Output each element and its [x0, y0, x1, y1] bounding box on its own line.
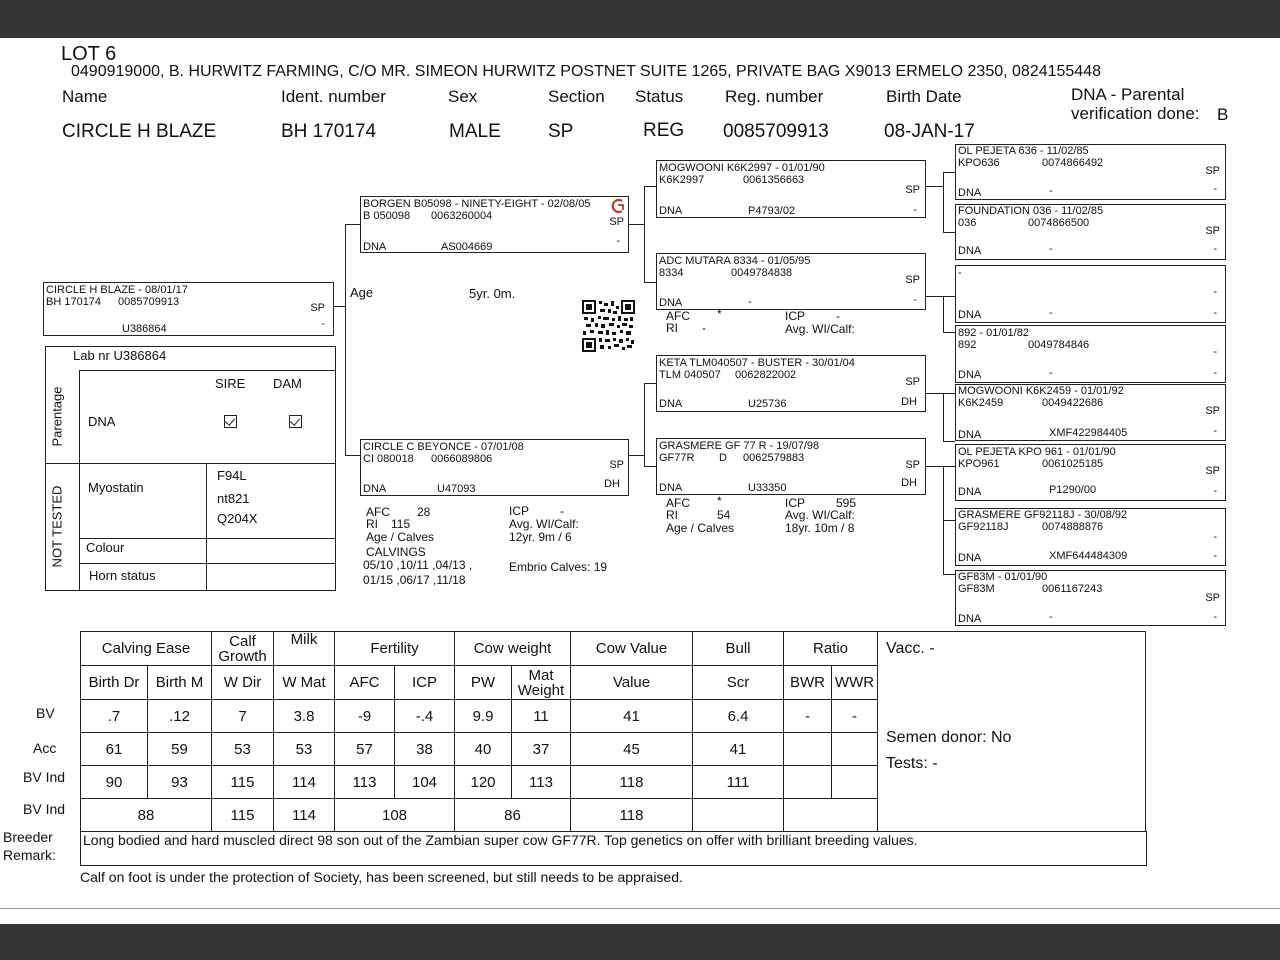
- acc-cell: 40: [455, 733, 512, 766]
- gp-reg: 0062822002: [735, 369, 797, 381]
- horn-status-label: Horn status: [89, 568, 156, 583]
- dam-sub: DH: [604, 478, 620, 490]
- ggp-title: MOGWOONI K6K2459 - 01/01/92: [958, 385, 1124, 397]
- ggp-dna-code: -: [1049, 611, 1053, 623]
- sire-box: [360, 196, 629, 253]
- gp-id: 8334: [659, 267, 684, 279]
- subheader-cell: AFC: [335, 666, 395, 700]
- society-logo-icon: [610, 198, 626, 214]
- dna-row-label: DNA: [88, 414, 116, 429]
- subheader-cell: PW: [455, 666, 512, 700]
- row-label-bv-ind: BV Ind: [23, 769, 66, 785]
- ggp-dna-code: -: [1049, 243, 1053, 255]
- value-dna: B: [1217, 105, 1229, 124]
- bv-table: [80, 631, 1146, 832]
- ggp-id: GF92118J: [958, 521, 1009, 533]
- gp-dna-label: DNA: [659, 297, 683, 309]
- lot-number: LOT 6: [61, 43, 117, 65]
- bv-cell: -.4: [395, 700, 455, 733]
- animal-section: SP: [310, 302, 325, 314]
- group-cow-weight: Cow weight: [455, 632, 571, 666]
- bv-ind-combined-cell: 88: [81, 799, 212, 832]
- connector: [943, 441, 955, 442]
- animal-reg: 0085709913: [118, 296, 180, 308]
- ggp-id: 892: [958, 339, 977, 351]
- connector: [345, 455, 360, 456]
- dam-col-label: DAM: [273, 376, 302, 391]
- dam-calvings-label: CALVINGS: [366, 545, 426, 559]
- gp-dna-label: DNA: [659, 482, 683, 494]
- connector: [334, 306, 345, 307]
- connector: [943, 232, 955, 233]
- sire-reg: 0063260004: [431, 210, 493, 222]
- ggp-reg: 0061167243: [1042, 583, 1103, 595]
- sire-dash: -: [616, 235, 620, 247]
- ggp-id: GF83M: [958, 583, 995, 595]
- gp-id: TLM 040507: [659, 369, 721, 381]
- ggp-dash: -: [1213, 425, 1217, 437]
- connector: [926, 186, 943, 187]
- top-bar: [0, 0, 1280, 38]
- group-calf-growth: Calf Growth: [212, 632, 274, 666]
- lab-divider: [206, 463, 207, 590]
- animal-box: [43, 282, 334, 336]
- great-grandparent-box: [955, 265, 1226, 323]
- bv-cell: -9: [335, 700, 395, 733]
- gp-gf77r-afc-label: AFC: [666, 496, 690, 510]
- connector: [644, 282, 656, 283]
- ggp-title: FOUNDATION 036 - 11/02/85: [958, 205, 1104, 217]
- dam-icp-label: ICP: [509, 504, 530, 518]
- acc-cell: 37: [512, 733, 571, 766]
- bv-ind-combined-cell: 118: [571, 799, 693, 832]
- connector: [926, 466, 955, 467]
- lab-divider: [46, 463, 335, 464]
- dam-section: SP: [609, 459, 624, 471]
- ggp-section: SP: [1205, 405, 1220, 417]
- row-label-acc: Acc: [33, 740, 57, 756]
- connector: [943, 393, 944, 441]
- label-sex: Sex: [448, 87, 478, 106]
- subheader-cell: BWR: [784, 666, 832, 700]
- gp-gf77r-afc: *: [717, 494, 722, 508]
- lab-divider: [79, 370, 80, 590]
- acc-cell: 38: [395, 733, 455, 766]
- gp-dna-label: DNA: [659, 398, 683, 410]
- connector: [943, 574, 955, 575]
- dam-embrio: Embrio Calves: 19: [509, 560, 608, 574]
- dam-wi-label: Avg. WI/Calf:: [509, 517, 579, 531]
- bv-cell: 9.9: [455, 700, 512, 733]
- grandparent-box: [656, 355, 926, 412]
- label-ident: Ident. number: [281, 87, 386, 106]
- connector: [629, 455, 644, 456]
- sire-dna-code: AS004669: [441, 241, 493, 253]
- dam-ri-label: RI: [366, 517, 378, 531]
- ind-cell: 114: [274, 766, 335, 799]
- ggp-title: GRASMERE GF92118J - 30/08/92: [958, 509, 1128, 521]
- acc-cell: 45: [571, 733, 693, 766]
- remark-label-1: Breeder: [3, 829, 53, 845]
- ggp-dash: -: [1213, 243, 1217, 255]
- subheader-cell: Birth Dr: [81, 666, 148, 700]
- value-reg: 0085709913: [723, 121, 829, 142]
- ggp-dash: -: [1213, 611, 1217, 623]
- great-grandparent-box: [955, 204, 1226, 260]
- ggp-dna-label: DNA: [958, 552, 982, 564]
- acc-cell: [832, 733, 878, 766]
- subheader-cell: ICP: [395, 666, 455, 700]
- label-birth: Birth Date: [886, 87, 962, 106]
- gp-gf77r-ri-label: RI: [666, 508, 678, 522]
- gp-section: SP: [905, 274, 920, 286]
- ggp-id: KPO961: [958, 458, 1000, 470]
- bv-ind-combined-cell: 114: [274, 799, 335, 832]
- bv-cell: .7: [81, 700, 148, 733]
- group-bull: Bull: [693, 632, 784, 666]
- ggp-section: SP: [1205, 225, 1220, 237]
- gp-reg: 0061356663: [743, 174, 805, 186]
- gp-dna-code: U25736: [748, 398, 787, 410]
- gp-mid: D: [719, 452, 727, 464]
- ind-cell: [832, 766, 878, 799]
- gp-mutara-afc: *: [717, 307, 722, 321]
- acc-cell: 59: [148, 733, 212, 766]
- connector: [926, 296, 955, 297]
- subheader-cell: WWR: [832, 666, 878, 700]
- subheader-cell: Scr: [693, 666, 784, 700]
- remark-label-2: Remark:: [3, 847, 56, 863]
- ggp-dash: -: [1213, 550, 1217, 562]
- gp-gf77r-agecalves-label: Age / Calves: [666, 521, 735, 535]
- gp-mutara-wi-label: Avg. WI/Calf:: [785, 322, 855, 336]
- parentage-label: Parentage: [49, 386, 65, 447]
- lab-divider: [79, 538, 335, 539]
- value-birth: 08-JAN-17: [884, 121, 975, 142]
- connector: [943, 520, 955, 521]
- ggp-dash: -: [1213, 367, 1217, 379]
- dam-dna-label: DNA: [363, 483, 387, 495]
- sire-section: SP: [609, 216, 624, 228]
- ggp-title: OL PEJETA 636 - 11/02/85: [958, 145, 1089, 157]
- gp-section: SP: [905, 376, 920, 388]
- value-name: CIRCLE H BLAZE: [62, 121, 217, 142]
- not-tested-label: NOT TESTED: [49, 485, 65, 568]
- ggp-id: KPO636: [958, 157, 1000, 169]
- lab-divider: [79, 563, 335, 564]
- great-grandparent-box: [955, 508, 1226, 566]
- ind-cell: 111: [693, 766, 784, 799]
- ind-cell: 90: [81, 766, 148, 799]
- value-sex: MALE: [449, 121, 501, 142]
- sire-dna-label: DNA: [363, 241, 387, 253]
- lab-panel: [45, 346, 336, 591]
- dam-dna-code: U47093: [437, 483, 476, 495]
- bv-ind-combined-cell: [693, 799, 784, 832]
- ggp-section: SP: [1205, 165, 1220, 177]
- sire-id: B 050098: [363, 210, 411, 222]
- gp-mutara-icp: -: [836, 309, 840, 323]
- gp-gf77r-icp-label: ICP: [785, 496, 806, 510]
- semen-donor: Semen donor: No: [886, 729, 1012, 746]
- ggp-dna-code: -: [1049, 185, 1053, 197]
- colour-label: Colour: [86, 540, 125, 555]
- gp-title: KETA TLM040507 - BUSTER - 30/01/04: [659, 357, 855, 369]
- value-section: SP: [548, 121, 574, 142]
- bv-cell: 6.4: [693, 700, 784, 733]
- ggp-dna-code: -: [1049, 307, 1053, 319]
- dam-dna-checked-icon: [289, 415, 302, 428]
- connector: [943, 172, 944, 232]
- age-value: 5yr. 0m.: [469, 286, 516, 301]
- owner-line: 0490919000, B. HURWITZ FARMING, C/O MR. SIMEON HURWITZ POSTNET SUITE 1265, PRIVATE BAG X9013 ERMELO 2350, 0824155448: [71, 63, 1101, 80]
- grandparent-box: [656, 160, 926, 218]
- myostatin-label: Myostatin: [88, 480, 144, 495]
- subheader-cell: Birth M: [148, 666, 212, 700]
- dam-calvings-2: 01/15 ,06/17 ,11/18: [363, 573, 466, 587]
- subheader-cell: Mat Weight: [512, 666, 571, 700]
- gp-dna-code: -: [748, 296, 752, 308]
- ind-cell: 118: [571, 766, 693, 799]
- connector: [943, 296, 944, 332]
- label-section: Section: [548, 87, 605, 106]
- gp-title: ADC MUTARA 8334 - 01/05/95: [659, 255, 811, 267]
- gp-gf77r-wi-label: Avg. WI/Calf:: [785, 508, 855, 522]
- gp-dash: -: [913, 294, 917, 306]
- age-label: Age: [350, 285, 374, 300]
- ind-cell: 104: [395, 766, 455, 799]
- bottom-divider: [0, 908, 1280, 909]
- subheader-cell: W Dir: [212, 666, 274, 700]
- ind-cell: 113: [512, 766, 571, 799]
- gp-gf77r-icp: 595: [836, 496, 857, 510]
- animal-code: U386864: [122, 323, 167, 335]
- sire-title: BORGEN B05098 - NINETY-EIGHT - 02/08/05: [363, 198, 591, 210]
- row-label-bv: BV: [36, 705, 55, 721]
- gp-section: SP: [905, 459, 920, 471]
- ggp-reg: 0074866492: [1042, 157, 1104, 169]
- ggp-dna-label: DNA: [958, 369, 982, 381]
- ind-cell: 120: [455, 766, 512, 799]
- acc-cell: 53: [212, 733, 274, 766]
- great-grandparent-box: [955, 444, 1226, 501]
- ind-cell: [784, 766, 832, 799]
- bv-cell: 7: [212, 700, 274, 733]
- bv-cell: -: [832, 700, 878, 733]
- vacc-text: Vacc. -: [886, 640, 935, 657]
- dam-afc-label: AFC: [366, 505, 390, 519]
- animal-dash: -: [321, 318, 325, 330]
- gp-gf77r-agecalves: 18yr. 10m / 8: [785, 521, 855, 535]
- myostatin-q204x: Q204X: [217, 511, 258, 526]
- bv-cell: 41: [571, 700, 693, 733]
- ggp-reg: 0061025185: [1042, 458, 1104, 470]
- bv-cell: -: [784, 700, 832, 733]
- ggp-id: K6K2459: [958, 397, 1004, 409]
- value-status: REG: [643, 120, 685, 141]
- dam-ri: 115: [391, 517, 411, 531]
- myostatin-f94l: F94L: [217, 468, 247, 483]
- ggp-section: SP: [1205, 465, 1220, 477]
- gp-dash: -: [913, 204, 917, 216]
- gp-title: MOGWOONI K6K2997 - 01/01/90: [659, 162, 825, 174]
- grandparent-box: [656, 253, 926, 310]
- bv-cell: 3.8: [274, 700, 335, 733]
- connector: [644, 186, 645, 282]
- ggp-title: -: [958, 267, 962, 279]
- bottom-bar: [0, 924, 1280, 960]
- tests: Tests: -: [886, 755, 938, 772]
- subheader-cell: W Mat: [274, 666, 335, 700]
- label-reg: Reg. number: [725, 87, 824, 106]
- sire-col-label: SIRE: [215, 376, 246, 391]
- subheader-cell: Value: [571, 666, 693, 700]
- gp-section: SP: [905, 184, 920, 196]
- bv-ind-combined-cell: [784, 799, 878, 832]
- ggp-section: -: [1213, 286, 1217, 298]
- great-grandparent-box: [955, 325, 1226, 383]
- ggp-dna-code: -: [1049, 367, 1053, 379]
- gp-mutara-ri: -: [702, 321, 706, 335]
- ind-cell: 93: [148, 766, 212, 799]
- qr-code-icon: [582, 300, 635, 352]
- gp-mutara-ri-label: RI: [666, 321, 678, 335]
- gp-dash: DH: [901, 396, 917, 408]
- dam-reg: 0066089806: [431, 453, 493, 465]
- gp-id: K6K2997: [659, 174, 705, 186]
- bv-cell: 11: [512, 700, 571, 733]
- acc-cell: [784, 733, 832, 766]
- ggp-dna-label: DNA: [958, 429, 982, 441]
- dam-agecalves-label: Age / Calves: [366, 530, 435, 544]
- ggp-reg: 0074888876: [1042, 521, 1104, 533]
- group-cow-value: Cow Value: [571, 632, 693, 666]
- ggp-dna-label: DNA: [958, 187, 982, 199]
- ggp-reg: 0049784846: [1028, 339, 1090, 351]
- ggp-section: -: [1213, 346, 1217, 358]
- ggp-dna-label: DNA: [958, 245, 982, 257]
- ind-cell: 115: [212, 766, 274, 799]
- dam-box: [360, 439, 629, 496]
- gp-dna-label: DNA: [659, 205, 683, 217]
- group-calving-ease: Calving Ease: [81, 632, 212, 666]
- animal-title: CIRCLE H BLAZE - 08/01/17: [46, 284, 188, 296]
- acc-cell: 41: [693, 733, 784, 766]
- group-ratio: Ratio: [784, 632, 878, 666]
- bv-ind-combined-cell: 115: [212, 799, 274, 832]
- bv-ind-combined-cell: 86: [455, 799, 571, 832]
- label-name: Name: [62, 87, 108, 106]
- ggp-title: 892 - 01/01/82: [958, 327, 1029, 339]
- connector: [943, 332, 955, 333]
- ggp-title: OL PEJETA KPO 961 - 01/01/90: [958, 446, 1116, 458]
- gp-title: GRASMERE GF 77 R - 19/07/98: [659, 440, 820, 452]
- gp-dna-code: U33350: [748, 482, 787, 494]
- remark-text: Long bodied and hard muscled direct 98 son out of the Zambian super cow GF77R. Top genetics on offer with brilliant breeding values.: [83, 832, 918, 848]
- ggp-dna-code: XMF644484309: [1049, 550, 1128, 562]
- dam-title: CIRCLE C BEYONCE - 07/01/08: [363, 441, 524, 453]
- great-grandparent-box: [955, 144, 1226, 200]
- lab-number: Lab nr U386864: [73, 348, 167, 363]
- connector: [629, 224, 644, 225]
- label-dna-2: verification done:: [1071, 104, 1200, 123]
- ggp-reg: 0074866500: [1028, 217, 1090, 229]
- connector: [345, 224, 360, 225]
- dam-calvings-1: 05/10 ,10/11 ,04/13 ,: [363, 558, 473, 572]
- gp-mutara-afc-label: AFC: [666, 309, 690, 323]
- acc-cell: 53: [274, 733, 335, 766]
- label-dna-1: DNA - Parental: [1071, 85, 1185, 104]
- connector: [644, 186, 656, 187]
- ggp-dna-label: DNA: [958, 486, 982, 498]
- gp-reg: 0049784838: [731, 267, 793, 279]
- grandparent-box: [656, 438, 926, 495]
- ggp-dna-label: DNA: [958, 309, 982, 321]
- remark-box: [80, 831, 1147, 866]
- connector: [345, 224, 346, 455]
- acc-cell: 61: [81, 733, 148, 766]
- myostatin-nt821: nt821: [217, 491, 250, 506]
- gp-dash: DH: [901, 477, 917, 489]
- acc-cell: 57: [335, 733, 395, 766]
- ggp-dna-label: DNA: [958, 613, 982, 625]
- great-grandparent-box: [955, 384, 1226, 441]
- gp-mutara-icp-label: ICP: [785, 309, 806, 323]
- label-status: Status: [635, 87, 684, 106]
- vacc-panel: [878, 632, 1146, 832]
- gp-reg: 0062579883: [743, 452, 805, 464]
- ggp-dna-code: P1290/00: [1049, 484, 1097, 496]
- group-fertility: Fertility: [335, 632, 455, 666]
- dam-afc: 28: [417, 505, 431, 519]
- bv-cell: .12: [148, 700, 212, 733]
- ggp-dash: -: [1213, 183, 1217, 195]
- bv-ind-combined-cell: 108: [335, 799, 455, 832]
- connector: [644, 383, 656, 384]
- dam-icp: -: [560, 504, 564, 518]
- ggp-section: SP: [1205, 592, 1220, 604]
- gp-dna-code: P4793/02: [748, 205, 796, 217]
- connector: [644, 383, 645, 466]
- ggp-dash: -: [1213, 307, 1217, 319]
- great-grandparent-box: [955, 570, 1226, 626]
- gp-id: GF77R: [659, 452, 695, 464]
- ind-cell: 113: [335, 766, 395, 799]
- dam-id: CI 080018: [363, 453, 414, 465]
- row-label-bv-ind: BV Ind: [23, 801, 66, 817]
- connector: [943, 172, 955, 173]
- group-milk: Milk: [274, 632, 335, 666]
- connector: [644, 466, 656, 467]
- lab-divider: [79, 370, 335, 371]
- ggp-title: GF83M - 01/01/90: [958, 571, 1048, 583]
- ggp-section: -: [1213, 531, 1217, 543]
- footer-note: Calf on foot is under the protection of Society, has been screened, but still needs to be appraised.: [80, 869, 683, 885]
- ggp-reg: 0049422686: [1042, 397, 1104, 409]
- ggp-dash: -: [1213, 485, 1217, 497]
- sire-dna-checked-icon: [224, 415, 237, 428]
- animal-id: BH 170174: [46, 296, 102, 308]
- connector: [926, 393, 955, 394]
- ggp-dna-code: XMF422984405: [1049, 427, 1128, 439]
- dam-agecalves: 12yr. 9m / 6: [509, 530, 572, 544]
- gp-gf77r-ri: 54: [717, 508, 731, 522]
- ggp-id: 036: [958, 217, 977, 229]
- value-ident: BH 170174: [281, 121, 377, 142]
